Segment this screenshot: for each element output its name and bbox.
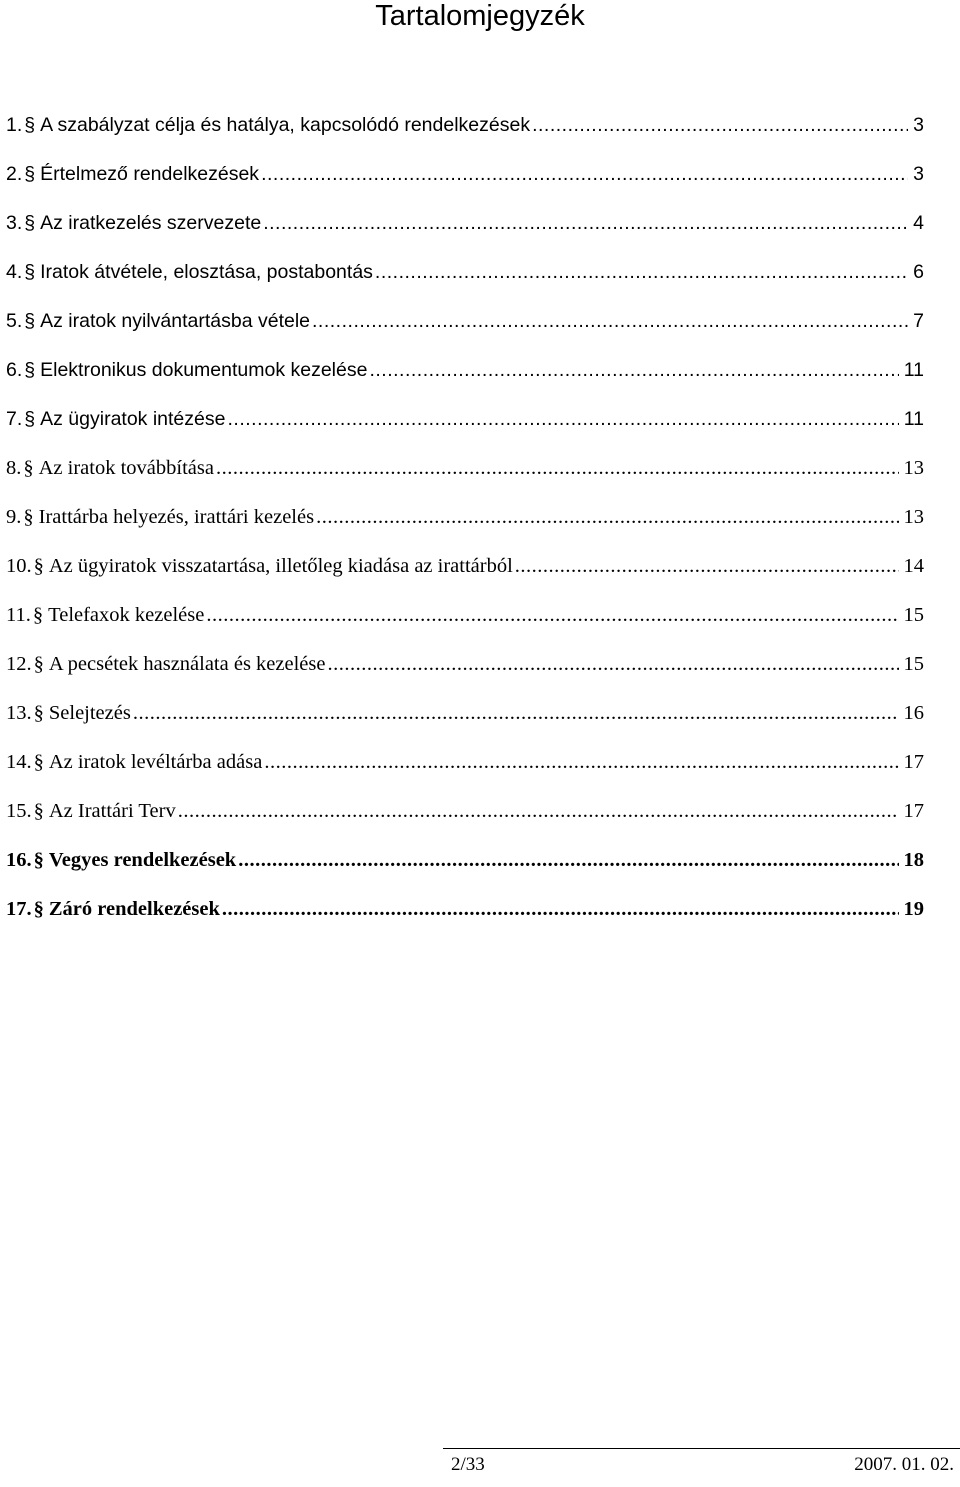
dot-leader <box>133 696 899 730</box>
section-sign-icon: § <box>24 310 36 332</box>
dot-leader <box>261 157 908 191</box>
toc-entry-label: Telefaxok kezelése <box>48 604 205 626</box>
toc-entry-number: 17. <box>6 898 32 920</box>
toc-entry-label: Vegyes rendelkezések <box>48 849 237 871</box>
toc-entry[interactable] <box>6 108 924 157</box>
toc-entry-number: 10. <box>6 555 32 577</box>
toc-entry-page: 11 <box>903 408 924 430</box>
toc-entry-number: 6. <box>6 359 23 381</box>
toc-entry[interactable] <box>6 696 924 745</box>
toc-entry-page: 17 <box>903 751 924 773</box>
dot-leader <box>263 206 908 240</box>
section-sign-icon: § <box>24 163 36 185</box>
footer-date: 2007. 01. 02. <box>854 1454 954 1475</box>
toc-entry-page: 15 <box>903 653 924 675</box>
toc-entry-label: Irattárba helyezés, irattári kezelés <box>38 506 315 528</box>
toc-entry-page: 19 <box>903 898 924 920</box>
toc-entry-number: 9. <box>6 506 22 528</box>
section-sign-icon: § <box>23 506 34 528</box>
dot-leader <box>264 745 898 779</box>
section-sign-icon: § <box>33 702 44 724</box>
dot-leader <box>369 353 898 387</box>
toc-entry-page: 17 <box>903 800 924 822</box>
toc-entry-number: 13. <box>6 702 32 724</box>
toc-entry[interactable] <box>6 451 924 500</box>
toc-entry[interactable] <box>6 500 924 549</box>
toc-entry-label: Az iratkezelés szervezete <box>40 212 262 234</box>
toc-entry[interactable] <box>6 304 924 353</box>
section-sign-icon: § <box>24 114 36 136</box>
footer-page-number: 2/33 <box>451 1454 485 1475</box>
toc-entry-page: 13 <box>903 506 924 528</box>
toc-entry-number: 15. <box>6 800 32 822</box>
section-sign-icon: § <box>24 408 36 430</box>
dot-leader <box>532 108 908 142</box>
toc-entry-label: Értelmező rendelkezések <box>40 163 260 185</box>
toc-entry[interactable] <box>6 598 924 647</box>
dot-leader <box>238 843 898 877</box>
toc-entry[interactable] <box>6 353 924 402</box>
toc-entry-page: 4 <box>913 212 924 234</box>
toc-entry-number: 16. <box>6 849 32 871</box>
toc-entry-label: Az ügyiratok visszatartása, illetőleg kiadása az irattárból <box>48 555 513 577</box>
table-of-contents <box>6 108 924 941</box>
section-sign-icon: § <box>32 604 44 626</box>
section-sign-icon: § <box>33 555 44 577</box>
toc-entry-page: 13 <box>903 457 924 479</box>
toc-entry-label: A pecsétek használata és kezelése <box>48 653 326 675</box>
section-sign-icon: § <box>33 849 44 871</box>
toc-entry-number: 5. <box>6 310 23 332</box>
toc-entry-page: 14 <box>903 555 924 577</box>
toc-entry-page: 18 <box>903 849 924 871</box>
dot-leader <box>178 794 899 828</box>
toc-entry-label: Az ügyiratok intézése <box>40 408 226 430</box>
dot-leader <box>375 255 908 289</box>
dot-leader <box>206 598 898 632</box>
toc-entry-label: A szabályzat célja és hatálya, kapcsolódó rendelkezések <box>40 114 531 136</box>
toc-entry[interactable] <box>6 157 924 206</box>
toc-entry-label: Elektronikus dokumentumok kezelése <box>40 359 368 381</box>
dot-leader <box>216 451 899 485</box>
section-sign-icon: § <box>33 751 44 773</box>
footer-divider <box>443 1448 960 1449</box>
section-sign-icon: § <box>23 457 34 479</box>
toc-entry-number: 3. <box>6 212 23 234</box>
toc-entry[interactable] <box>6 402 924 451</box>
toc-entry-number: 4. <box>6 261 23 283</box>
toc-entry-label: Iratok átvétele, elosztása, postabontás <box>40 261 373 283</box>
toc-entry[interactable] <box>6 745 924 794</box>
toc-entry[interactable] <box>6 892 924 941</box>
toc-entry[interactable] <box>6 843 924 892</box>
toc-entry-number: 2. <box>6 163 23 185</box>
dot-leader <box>227 402 898 436</box>
dot-leader <box>222 892 899 926</box>
toc-entry[interactable] <box>6 794 924 843</box>
toc-entry-label: Az iratok továbbítása <box>38 457 214 479</box>
section-sign-icon: § <box>33 800 44 822</box>
dot-leader <box>312 304 908 338</box>
toc-entry-number: 11. <box>6 604 31 626</box>
toc-entry-page: 16 <box>903 702 924 724</box>
dot-leader <box>327 647 898 681</box>
toc-entry-page: 15 <box>903 604 924 626</box>
page-title: Tartalomjegyzék <box>375 0 585 32</box>
toc-entry-page: 3 <box>913 114 924 136</box>
toc-entry-label: Selejtezés <box>48 702 131 724</box>
dot-leader <box>515 549 899 583</box>
toc-entry-page: 7 <box>913 310 924 332</box>
toc-entry[interactable] <box>6 255 924 304</box>
section-sign-icon: § <box>24 261 36 283</box>
section-sign-icon: § <box>24 212 36 234</box>
toc-entry-page: 3 <box>913 163 924 185</box>
toc-entry[interactable] <box>6 549 924 598</box>
toc-entry-number: 12. <box>6 653 32 675</box>
toc-entry-label: Az iratok nyilvántartásba vétele <box>40 310 311 332</box>
section-sign-icon: § <box>24 359 36 381</box>
toc-entry-number: 8. <box>6 457 22 479</box>
toc-entry-label: Az iratok levéltárba adása <box>48 751 263 773</box>
toc-entry-label: Az Irattári Terv <box>48 800 176 822</box>
toc-entry-label: Záró rendelkezések <box>48 898 220 920</box>
toc-entry-page: 11 <box>903 359 924 381</box>
toc-entry-page: 6 <box>913 261 924 283</box>
toc-entry[interactable] <box>6 206 924 255</box>
toc-entry[interactable] <box>6 647 924 696</box>
toc-entry-number: 1. <box>6 114 23 136</box>
toc-entry-number: 14. <box>6 751 32 773</box>
dot-leader <box>316 500 898 534</box>
section-sign-icon: § <box>33 653 44 675</box>
toc-entry-number: 7. <box>6 408 23 430</box>
section-sign-icon: § <box>33 898 44 920</box>
